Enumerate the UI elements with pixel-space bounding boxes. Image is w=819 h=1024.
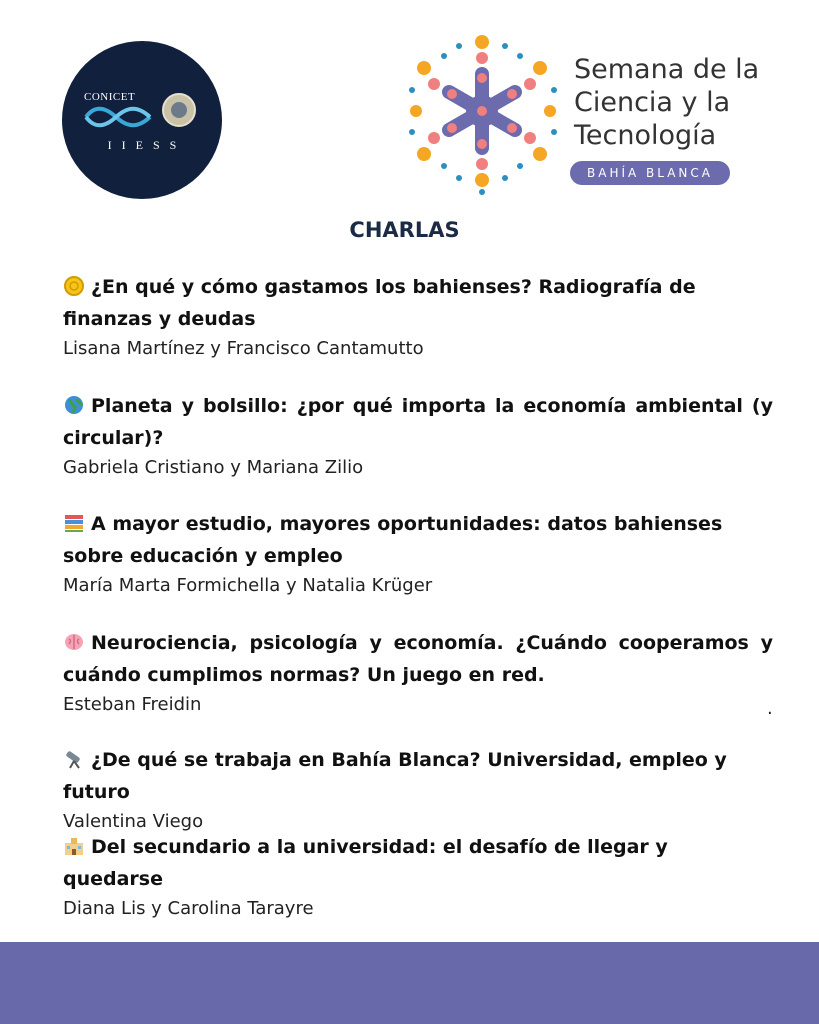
iiess-logo-text: IIESS [107, 138, 187, 152]
globe-icon [63, 395, 85, 415]
talk-speakers: Lisana Martínez y Francisco Cantamutto [63, 338, 424, 359]
city-badge: BAHÍA BLANCA [570, 161, 730, 185]
talk-title: Neurociencia, psicología y economía. ¿Cuándo cooperamos y cuándo cumplimos normas? Un juego en red. [63, 632, 773, 686]
talk-speakers: Gabriela Cristiano y Mariana Zilio [63, 457, 364, 478]
conicet-wave-icon [84, 104, 154, 130]
talk-item [63, 627, 773, 719]
talk-title: ¿En qué y cómo gastamos los bahienses? Radiografía de finanzas y deudas [63, 276, 696, 330]
talk-title-row [63, 390, 773, 454]
coin-icon [63, 276, 85, 296]
seal-icon [162, 93, 196, 127]
section-heading: CHARLAS [349, 218, 460, 242]
talk-title-row [63, 271, 773, 335]
conicet-iiess-logo [62, 41, 222, 199]
conicet-logo-text: CONICET [84, 91, 136, 103]
semana-ciencia-logo [404, 28, 784, 198]
logo-title-line-3: Tecnología [574, 120, 717, 151]
talk-title: ¿De qué se trabaja en Bahía Blanca? Universidad, empleo y futuro [63, 749, 727, 803]
talk-title-row [63, 627, 773, 691]
talk-item [63, 271, 773, 363]
talk-item [63, 508, 773, 600]
logo-title-line-2: Ciencia y la [574, 87, 731, 118]
footer-bar [0, 942, 819, 1024]
talk-title: Del secundario a la universidad: el desafío de llegar y quedarse [63, 836, 668, 890]
stray-mark: . [767, 698, 773, 719]
talk-title: A mayor estudio, mayores oportunidades: datos bahienses sobre educación y empleo [63, 513, 723, 567]
talk-title-row [63, 831, 773, 895]
talk-item [63, 831, 773, 923]
talk-speakers: María Marta Formichella y Natalia Krüger [63, 575, 433, 596]
talk-item [63, 744, 773, 836]
talk-title-row [63, 744, 773, 808]
talk-title-row [63, 508, 773, 572]
school-icon [63, 836, 85, 856]
brain-icon [63, 632, 85, 652]
telescope-icon [63, 749, 85, 769]
molecule-logo-icon [404, 28, 564, 198]
talk-title: Planeta y bolsillo: ¿por qué importa la economía ambiental (y circular)? [63, 395, 773, 449]
talk-speakers: Esteban Freidin [63, 694, 202, 715]
talk-speakers: Valentina Viego [63, 811, 204, 832]
books-icon [63, 513, 85, 533]
talk-speakers: Diana Lis y Carolina Tarayre [63, 898, 314, 919]
talk-item [63, 390, 773, 482]
logo-title-line-1: Semana de la [574, 54, 760, 85]
